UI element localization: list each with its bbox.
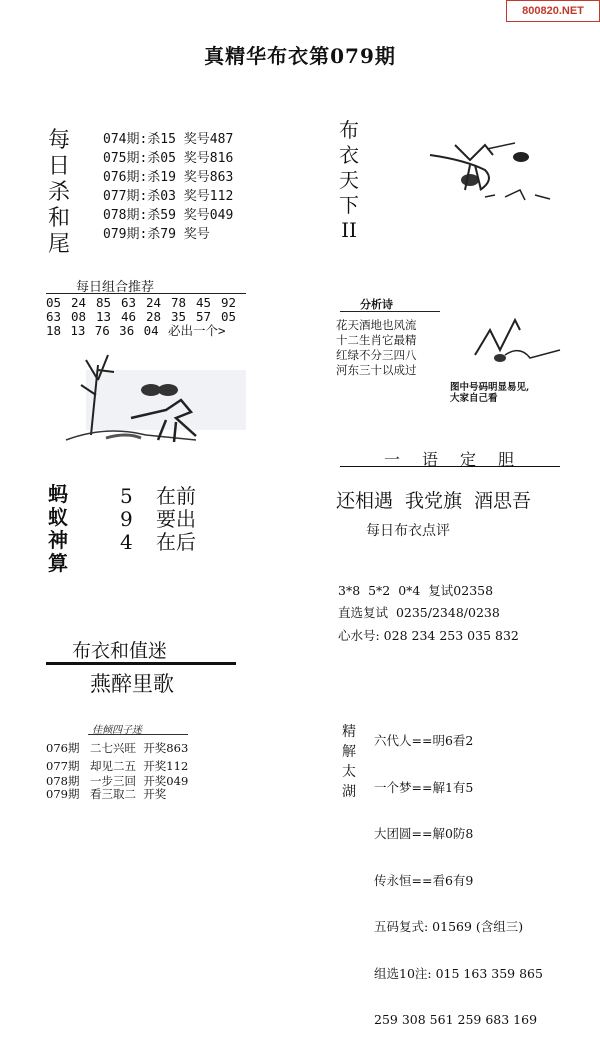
horse-tree-illustration	[46, 340, 246, 455]
divider	[340, 311, 440, 312]
ant-god-label: 蚂 蚁 神 算	[48, 482, 68, 575]
buyi-fan-title: 布衣和值迷	[72, 640, 168, 662]
combo-row: 63 08 13 46 28 35 57 05	[46, 309, 237, 324]
ant-row: 4 在后	[120, 530, 196, 554]
table-row: 078期 一步三回 开奖049	[46, 774, 189, 788]
jingjie-label: 精 解 太 湖	[342, 724, 356, 800]
analysis-poem: 花天酒地也风流 十二生肖它最精 红绿不分三四八 河东三十以成过	[336, 318, 417, 377]
list-item: 077期:杀03 奖号112	[103, 189, 234, 204]
one-word-title: 一语定胆	[384, 450, 537, 469]
one-word-phrases: 还相遇 我党旗 酒思吾	[336, 490, 532, 512]
list-item: 075期:杀05 奖号816	[103, 151, 234, 166]
ant-row: 9 要出	[120, 507, 196, 531]
site-badge: 800820.NET	[506, 0, 600, 22]
table-row: 079期 看三取二 开奖	[46, 787, 167, 801]
info-line: 心水号: 028 234 253 035 832	[338, 628, 519, 643]
table-row: 076期 二七兴旺 开奖863	[46, 741, 189, 755]
list-item: 076期:杀19 奖号863	[103, 170, 234, 185]
info-line: 3*8 5*2 0*4 复试02358	[338, 583, 494, 598]
poem-title: 佳倾四子迷	[92, 725, 142, 736]
daily-tail-list	[103, 130, 233, 244]
list-item: 078期:杀59 奖号049	[103, 208, 234, 223]
page-title: 真精华布衣第079期	[204, 44, 396, 68]
analysis-note: 图中号码明显易见, 大家自己看	[450, 382, 530, 404]
divider	[46, 293, 246, 294]
branch-bird-illustration	[425, 125, 565, 205]
combo-row: 05 24 85 63 24 78 45 92	[46, 295, 237, 310]
divider	[46, 662, 236, 665]
list-item: 079期:杀79 奖号	[103, 227, 210, 242]
jingjie-lines: 六代人==明6看2 一个梦==解1有5 大团圆==解0防8 传永恒==看6有9 五码复式: 01569 (含组三) 组选10注: 015 163 359 865 259 308 561 259 683 169	[374, 733, 543, 1027]
buyi-world-label: 布 衣 天 下 II	[339, 118, 359, 242]
combo-title: 每日组合推荐	[76, 280, 155, 295]
daily-comment: 每日布衣点评	[366, 523, 450, 539]
combo-row: 18 13 76 36 04 必出一个>	[46, 323, 226, 338]
info-line: 直选复试 0235/2348/0238	[338, 605, 500, 620]
divider	[88, 734, 188, 735]
combo-grid	[46, 296, 246, 338]
divider	[340, 466, 560, 467]
ant-row: 5 在前	[120, 484, 196, 508]
buyi-fan-subtitle: 燕醉里歌	[90, 672, 174, 696]
list-item: 074期:杀15 奖号487	[103, 132, 234, 147]
daily-tail-label: 每 日 杀 和 尾	[47, 128, 70, 257]
mountain-sketch-illustration	[470, 310, 570, 370]
table-row: 077期 却见二五 开奖112	[46, 759, 189, 773]
analysis-poem-title: 分析诗	[360, 298, 393, 311]
